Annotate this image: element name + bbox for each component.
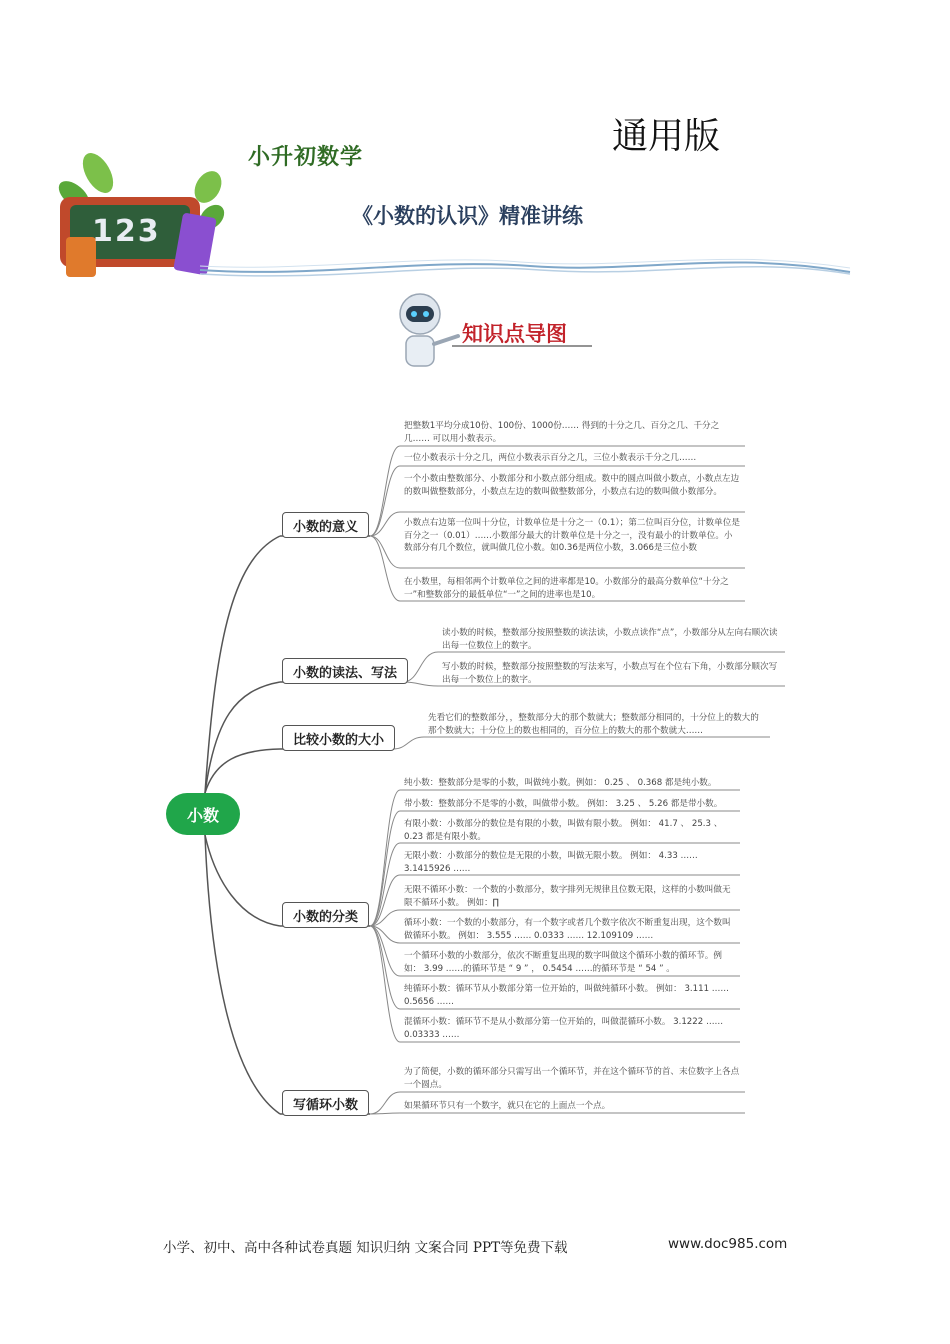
leaf-recurring-1: 为了简便，小数的循环部分只需写出一个循环节，并在这个循环节的首、末位数字上各点一个圆点。 bbox=[404, 1067, 740, 1090]
page-title: 《小数的认识》精准讲练 bbox=[352, 204, 583, 228]
brand-label: 小升初数学 bbox=[248, 145, 364, 170]
leaf-compare: 先看它们的整数部分，，整数部分大的那个数就大；整数部分相同的，十分位上的数大的那个数就大；十分位上的数也相同的，百分位上的数大的那个数就大…… bbox=[428, 713, 759, 736]
branch-read-write: 小数的读法、写法 bbox=[282, 658, 408, 684]
leaf-read: 读小数的时候，整数部分按照整数的读法读，小数点读作“点”，小数部分从左向右顺次读出每一位数位上的数字。 bbox=[442, 628, 778, 651]
leaf-class-8: 纯循环小数：循环节从小数部分第一位开始的，叫做纯循环小数。 例如： 3.111 …… 0.5656 …… bbox=[404, 984, 729, 1007]
leaf-class-5: 无限不循环小数：一个数的小数部分，数字排列无规律且位数无限，这样的小数叫做无限不循环小数。 例如：∏ bbox=[404, 885, 731, 908]
leaf-meaning-5: 在小数里，每相邻两个计数单位之间的进率都是10。小数部分的最高分数单位“十分之一”和整数部分的最低单位“一”之间的进率也是10。 bbox=[404, 577, 729, 600]
leaf-class-7: 一个循环小数的小数部分，依次不断重复出现的数字叫做这个循环小数的循环节。例如： 3.99 ……的循环节是 “ 9 ” ， 0.5454 ……的循环节是 “ 54 ” 。 bbox=[404, 951, 722, 974]
leaf-class-2: 带小数：整数部分不是零的小数，叫做带小数。 例如： 3.25 、 5.26 都是带小数。 bbox=[404, 799, 723, 809]
leaf-class-9: 混循环小数：循环节不是从小数部分第一位开始的，叫做混循环小数。 3.1222 …… 0.03333 …… bbox=[404, 1017, 724, 1040]
leaf-meaning-2: 一位小数表示十分之几，两位小数表示百分之几，三位小数表示千分之几…… bbox=[404, 453, 697, 463]
leaf-class-4: 无限小数：小数部分的数位是无限的小数，叫做无限小数。 例如： 4.33 …… 3.1415926 …… bbox=[404, 851, 698, 874]
leaf-class-6: 循环小数：一个数的小数部分，有一个数字或者几个数字依次不断重复出现，这个数叫做循环小数。 例如： 3.555 …… 0.0333 …… 12.109109 …… bbox=[404, 918, 731, 941]
leaf-class-1: 纯小数：整数部分是零的小数，叫做纯小数。例如： 0.25 、 0.368 都是纯小数。 bbox=[404, 778, 717, 788]
section-title: 知识点导图 bbox=[462, 322, 567, 346]
footer-text: 小学、初中、高中各种试卷真题 知识归纳 文案合同 PPT等免费下载 bbox=[163, 1240, 568, 1256]
mindmap-root: 小数 bbox=[166, 793, 240, 835]
branch-write-recurring: 写循环小数 bbox=[282, 1090, 369, 1116]
leaf-meaning-1: 把整数1平均分成10份、100份、1000份…… 得到的十分之几、百分之几、千分之几…… 可以用小数表示。 bbox=[404, 421, 720, 444]
branch-compare: 比较小数的大小 bbox=[282, 725, 395, 751]
branch-decimal-meaning: 小数的意义 bbox=[282, 512, 369, 538]
leaf-class-3: 有限小数：小数部分的数位是有限的小数，叫做有限小数。 例如： 41.7 、 25.3 、 0.23 都是有限小数。 bbox=[404, 819, 723, 842]
branch-classification: 小数的分类 bbox=[282, 902, 369, 928]
edition-label: 通用版 bbox=[612, 116, 721, 157]
leaf-recurring-2: 如果循环节只有一个数字，就只在它的上面点一个点。 bbox=[404, 1101, 611, 1111]
footer-url[interactable]: www.doc985.com bbox=[668, 1236, 788, 1252]
leaf-meaning-3: 一个小数由整数部分、小数部分和小数点部分组成。数中的圆点叫做小数点，小数点左边的数叫做整数部分，小数点左边的数叫做整数部分，小数点右边的数叫做小数部分。 bbox=[404, 474, 740, 497]
leaf-meaning-4: 小数点右边第一位叫十分位，计数单位是十分之一（0.1）；第二位叫百分位，计数单位是百分之一（0.01）……小数部分最大的计数单位是十分之一，没有最小的计数单位。小数部分有几个数位，就叫做几位小数。如0.36是两位小数，3.066是三位小数 bbox=[404, 518, 740, 553]
leaf-write: 写小数的时候，整数部分按照整数的写法来写，小数点写在个位右下角，小数部分顺次写出每一个数位上的数字。 bbox=[442, 662, 778, 685]
board-number: 123 bbox=[92, 214, 161, 249]
